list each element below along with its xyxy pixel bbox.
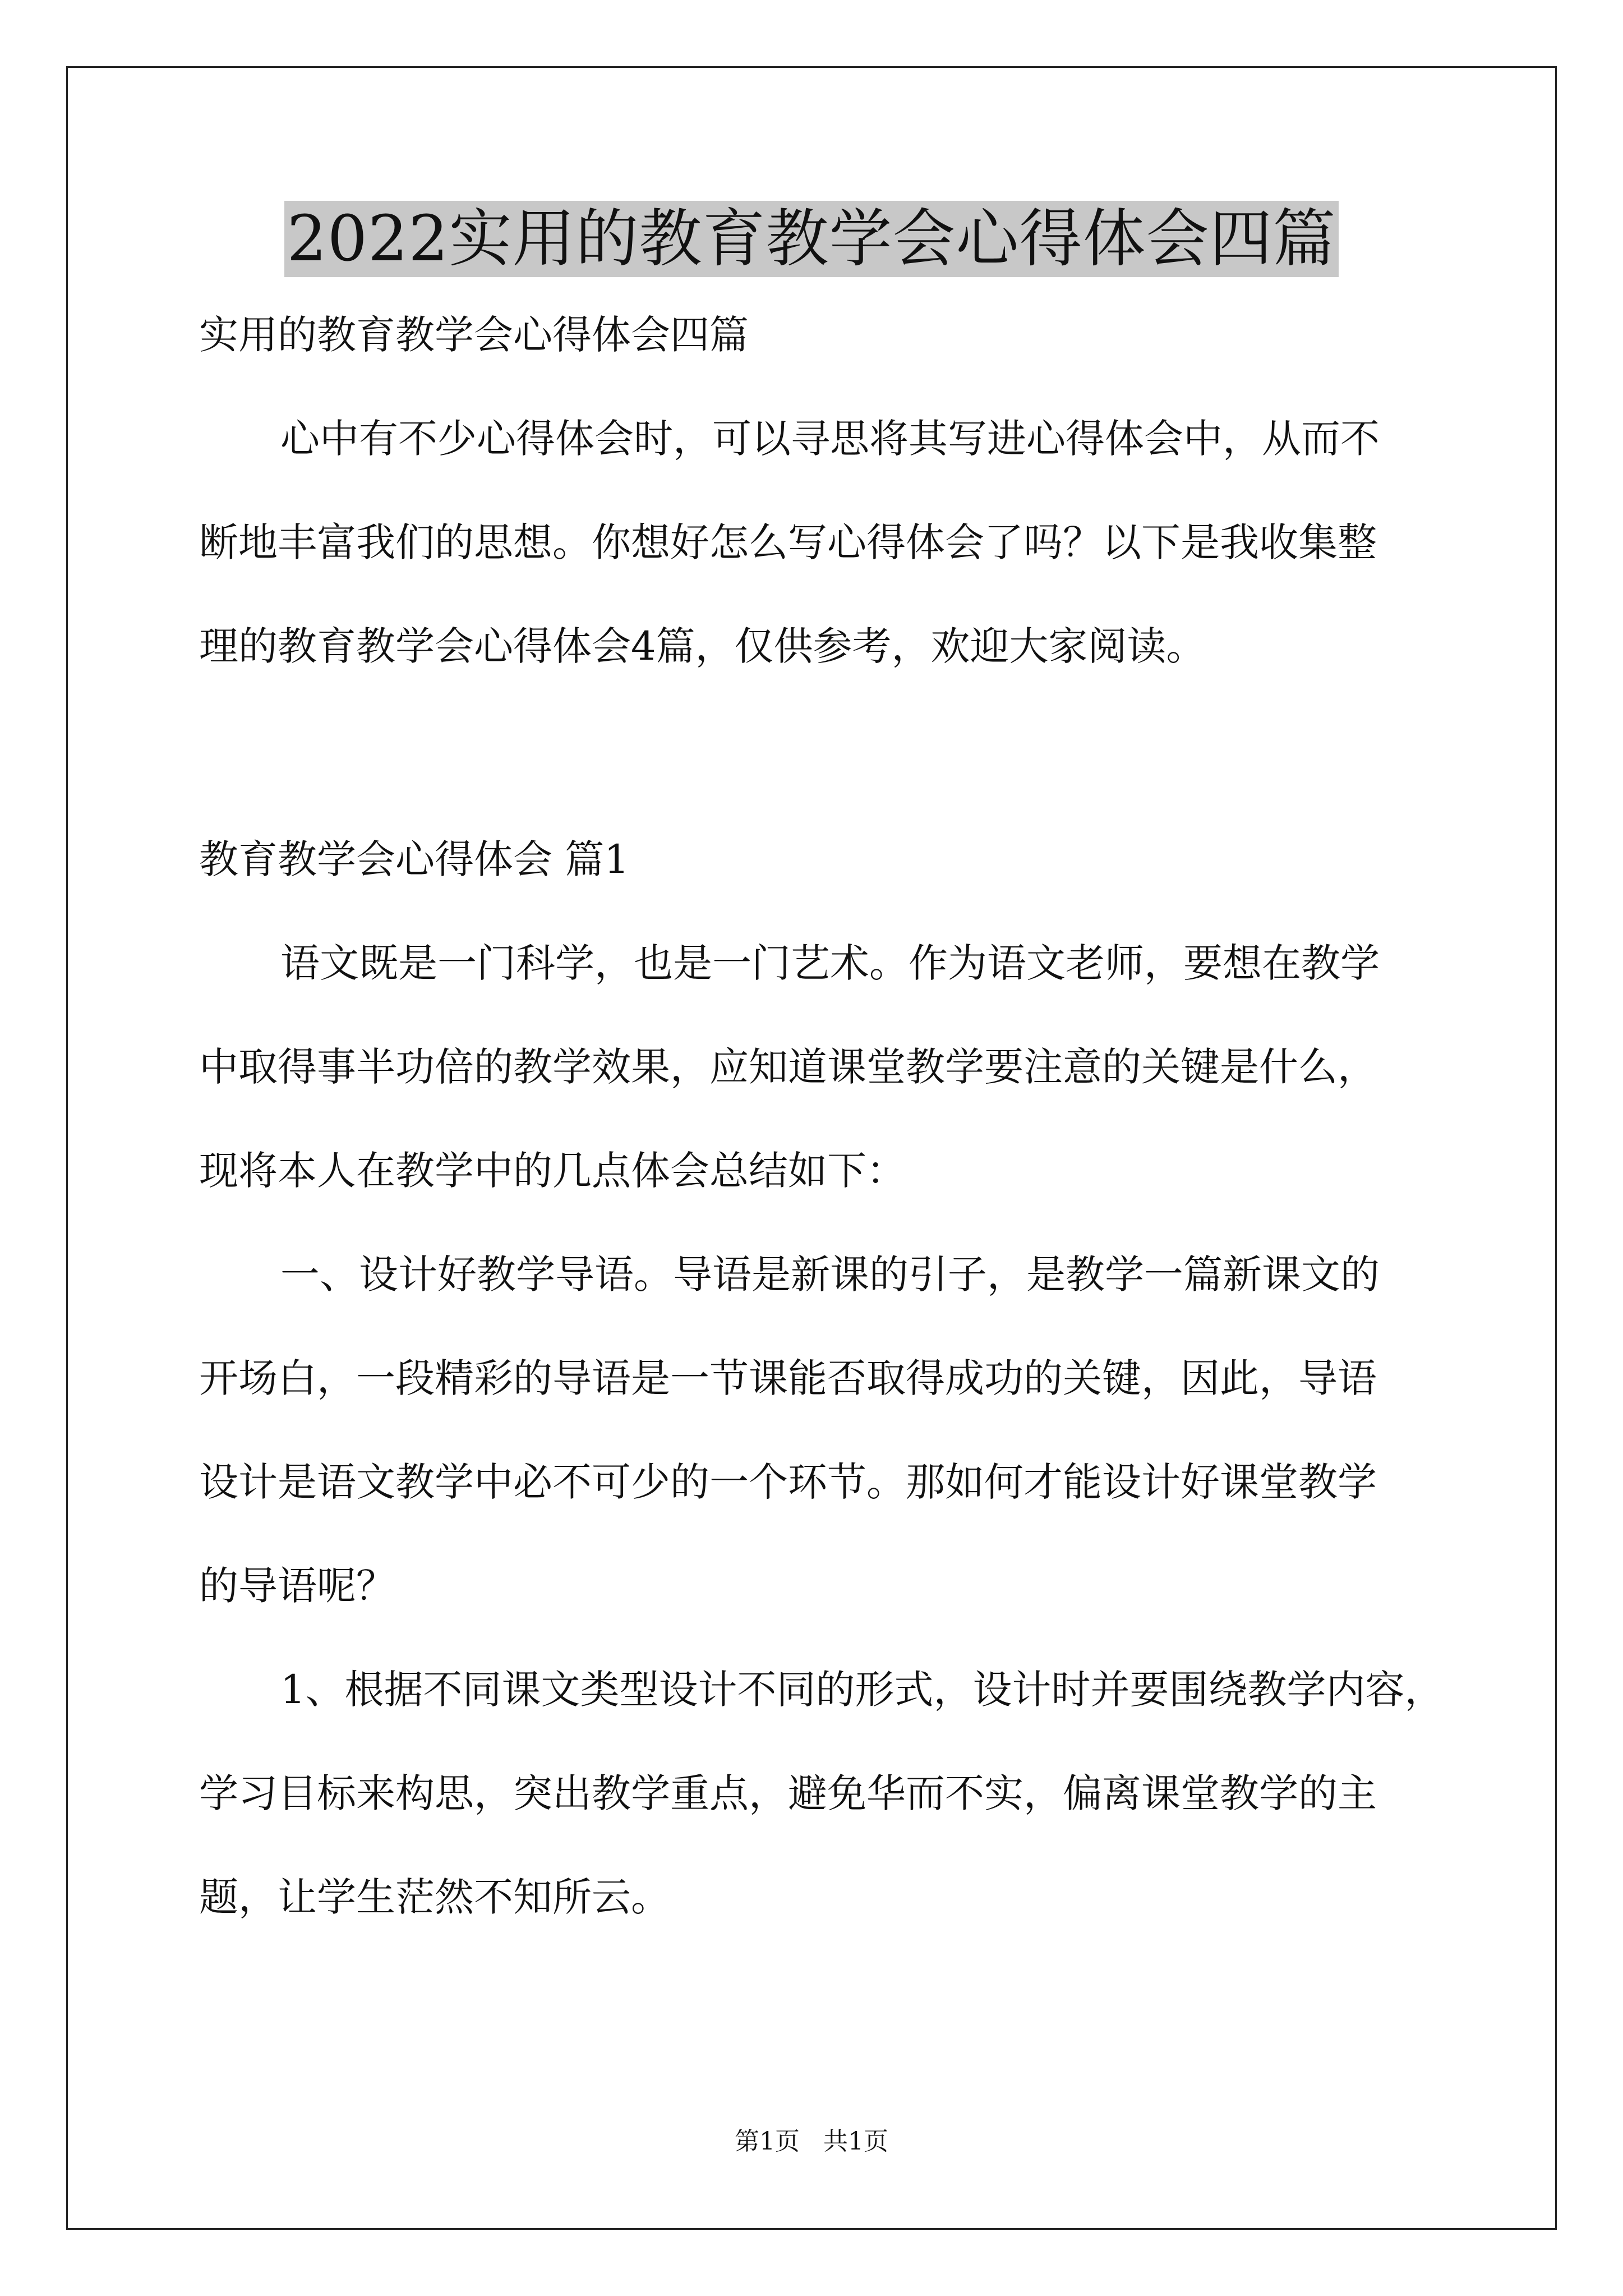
paragraph-line: 学习目标来构思，突出教学重点，避免华而不实，偏离课堂教学的主 bbox=[199, 1770, 1377, 1816]
paragraph-line: 语文既是一门科学，也是一门艺术。作为语文老师，要想在教学 bbox=[280, 940, 1380, 986]
paragraph-line: 的导语呢？ bbox=[199, 1563, 395, 1609]
document-subtitle: 实用的教育教学会心得体会四篇 bbox=[199, 312, 749, 358]
page-total: 共1页 bbox=[823, 2127, 888, 2156]
section-heading: 教育教学会心得体会 篇1 bbox=[199, 836, 629, 882]
intro-paragraph bbox=[199, 416, 1430, 669]
body-paragraph bbox=[199, 940, 1430, 1194]
paragraph-line: 现将本人在教学中的几点体会总结如下： bbox=[199, 1148, 906, 1194]
paragraph-line: 设计是语文教学中必不可少的一个环节。那如何才能设计好课堂教学 bbox=[199, 1459, 1377, 1505]
body-paragraph bbox=[199, 1667, 1444, 1920]
title-container bbox=[0, 201, 1623, 277]
page-footer bbox=[0, 2128, 1623, 2156]
document-title: 2022实用的教育教学会心得体会四篇 bbox=[284, 201, 1338, 277]
intro-line: 心中有不少心得体会时，可以寻思将其写进心得体会中，从而不 bbox=[280, 416, 1380, 462]
intro-line: 理的教育教学会心得体会4篇，仅供参考，欢迎大家阅读。 bbox=[199, 623, 1206, 669]
paragraph-line: 一、设计好教学导语。导语是新课的引子，是教学一篇新课文的 bbox=[280, 1251, 1380, 1297]
page-number: 第1页 bbox=[735, 2127, 800, 2156]
body-paragraph bbox=[199, 1251, 1430, 1609]
intro-line: 断地丰富我们的思想。你想好怎么写心得体会了吗？以下是我收集整 bbox=[199, 519, 1377, 565]
paragraph-line: 1、根据不同课文类型设计不同的形式，设计时并要围绕教学内容， bbox=[280, 1667, 1444, 1713]
paragraph-line: 题，让学生茫然不知所云。 bbox=[199, 1874, 670, 1920]
document-body bbox=[199, 312, 1444, 1920]
paragraph-line: 开场白，一段精彩的导语是一节课能否取得成功的关键，因此，导语 bbox=[199, 1355, 1377, 1401]
paragraph-line: 中取得事半功倍的教学效果，应知道课堂教学要注意的关键是什么， bbox=[199, 1044, 1377, 1090]
